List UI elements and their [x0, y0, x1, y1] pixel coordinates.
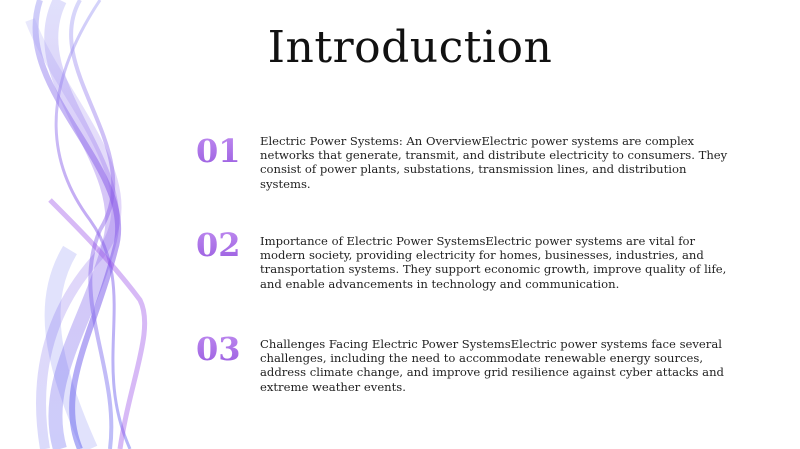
slide-title: Introduction	[267, 22, 553, 73]
item-number: 03	[196, 330, 246, 368]
item-text: Electric Power Systems: An OverviewElectric power systems are complex networks that generate, transmit, and distribute electricity to consumers. They consist of power plants, substations, transmission lines, and distribution systems.	[260, 134, 728, 191]
decorative-smoke-graphic	[0, 0, 200, 449]
item-text: Importance of Electric Power SystemsElectric power systems are vital for modern society, providing electricity for homes, businesses, industries, and transportation systems. They support economic growth, improve quality of life, and enable advancements in technology and communication.	[260, 234, 727, 291]
item-number: 01	[196, 132, 246, 170]
item-number: 02	[196, 226, 246, 264]
item-text: Challenges Facing Electric Power SystemsElectric power systems face several challenges, including the need to accommodate renewable energy sources, address climate change, and improve grid resilience against cyber attacks and extreme weather events.	[260, 337, 724, 394]
